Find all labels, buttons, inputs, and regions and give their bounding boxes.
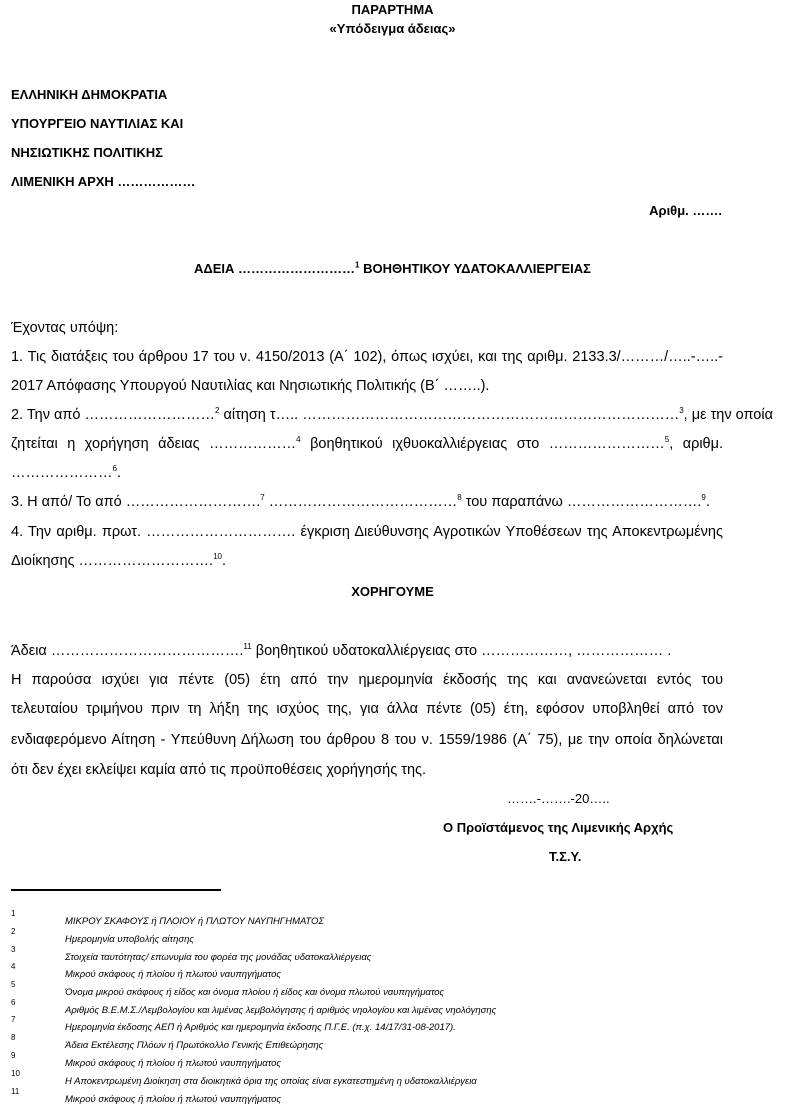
grant-heading: ΧΟΡΗΓΟΥΜΕ xyxy=(351,584,434,599)
footnote-text: Στοιχεία ταυτότητας/ επωνυμία του φορέα της μονάδας υδατοκαλλιέργειας xyxy=(65,952,372,963)
footnote-text: Ημερομηνία υποβολής αίτησης xyxy=(65,934,194,945)
footnote-number: 5 xyxy=(11,980,16,989)
authority-line-3: ΝΗΣΙΩΤΙΚΗΣ ΠΟΛΙΤΙΚΗΣ xyxy=(11,145,163,160)
footnote-text: Μικρού σκάφους ή πλοίου ή πλωτού ναυπηγήματος xyxy=(65,1094,282,1105)
footnote-number: 4 xyxy=(11,962,16,971)
validity-line-4: ότι δεν έχει εκλείψει καμία από τις προϋποθέσεις χορήγησής της. xyxy=(11,762,427,778)
footnote-number: 1 xyxy=(11,909,16,918)
item-2-line-1: 2. Την από ………………………$^2$ αίτηση τ….. ……………………………………………………………………$^3$, με την οποία xyxy=(11,406,773,423)
footnote-text: ΜΙΚΡΟΥ ΣΚΑΦΟΥΣ ή ΠΛΟΙΟΥ ή ΠΛΩΤΟΥ ΝΑΥΠΗΓΗΜΑΤΟΣ xyxy=(65,916,325,927)
validity-line-2: τελευταίου τριμήνου πριν τη λήξη της ισχύος της, για άλλα πέντε (05) έτη, εφόσον υποβληθεί από τον xyxy=(11,701,723,717)
annex-subtitle: «Υπόδειγμα άδειας» xyxy=(329,21,456,36)
signatory-initials: Τ.Σ.Υ. xyxy=(549,849,582,864)
validity-line-3: ενδιαφερόμενο Αίτηση - Υπεύθυνη Δήλωση του άρθρου 8 του ν. 1559/1986 (Α΄ 75), με την οποία δηλώνεται xyxy=(11,732,723,748)
footnote-text: Αριθμός Β.Ε.Μ.Σ./Λεμβολογίου και λιμένας λεμβολόγησης ή αριθμός νηολογίου και λιμένας νηολόγησης xyxy=(65,1005,497,1016)
footnote-number: 7 xyxy=(11,1015,16,1024)
footnote-text: Μικρού σκάφους ή πλοίου ή πλωτού ναυπηγήματος xyxy=(65,1058,282,1069)
item-1-line-1: 1. Τις διατάξεις του άρθρου 17 του ν. 4150/2013 (Α΄ 102), όπως ισχύει, και της αριθμ. 2133.3/………/…..-…..- xyxy=(11,349,723,365)
item-4-line-1: 4. Την αριθμ. πρωτ. …………………………. έγκριση Διεύθυνσης Αγροτικών Υποθέσεων της Αποκεντρωμένης xyxy=(11,524,723,540)
date-line: …….-…….-20….. xyxy=(507,791,610,806)
signatory-title: Ο Προϊστάμενος της Λιμενικής Αρχής xyxy=(443,820,674,835)
validity-line-1: Η παρούσα ισχύει για πέντε (05) έτη από την ημερομηνία έκδοσής της και ανανεώνεται εντός του xyxy=(11,672,723,688)
footnote-text: Η Αποκεντρωμένη Διοίκηση στα διοικητικά όρια της οποίας είναι εγκατεστημένη η υδατοκαλλιέργεια xyxy=(65,1076,477,1087)
authority-line-4: ΛΙΜΕΝΙΚΗ ΑΡΧΗ ……………… xyxy=(11,174,196,189)
footnote-ref-1: 1 xyxy=(355,260,360,270)
footnote-number: 6 xyxy=(11,998,16,1007)
item-1-line-2: 2017 Απόφασης Υπουργού Ναυτιλίας και Νησιωτικής Πολιτικής (Β΄ ……..). xyxy=(11,378,490,394)
footnote-number: 2 xyxy=(11,927,16,936)
considering-label: Έχοντας υπόψη: xyxy=(11,320,119,336)
annex-title: ΠΑΡΑΡΤΗΜΑ xyxy=(351,2,434,17)
footnote-text: Ημερομηνία έκδοσης ΑΕΠ ή Αριθμός και ημερομηνία έκδοσης Π.Γ.Ε. (π.χ. 14/17/31-08-2017). xyxy=(65,1022,456,1033)
authority-line-2: ΥΠΟΥΡΓΕΙΟ ΝΑΥΤΙΛΙΑΣ ΚΑΙ xyxy=(11,116,184,131)
footnote-number: 8 xyxy=(11,1033,16,1042)
footnote-number: 9 xyxy=(11,1051,16,1060)
item-2-line-3: …………………$^6$. xyxy=(11,464,121,481)
footnote-text: Άδεια Εκτέλεσης Πλόων ή Πρωτόκολλο Γενικής Επιθεώρησης xyxy=(65,1040,324,1051)
authority-line-1: ΕΛΛΗΝΙΚΗ ΔΗΜΟΚΡΑΤΙΑ xyxy=(11,87,168,102)
footnote-number: 10 xyxy=(11,1069,20,1078)
footnote-text: Μικρού σκάφους ή πλοίου ή πλωτού ναυπηγήματος xyxy=(65,969,282,980)
reference-number: Αριθμ. ……. xyxy=(649,203,722,218)
license-title: ΑΔΕΙΑ ………………………$^1$ ΒΟΗΘΗΤΙΚΟΥ ΥΔΑΤΟΚΑΛΛΙΕΡΓΕΙΑΣ xyxy=(194,260,591,276)
footnote-number: 11 xyxy=(11,1087,20,1096)
item-3-line: 3. Η από/ Το από ……………………….$^7$ …………………………………$^8$ του παραπάνω ……………………….$^9$. xyxy=(11,493,710,510)
item-2-line-2: ζητείται η χορήγηση άδειας ………………$^4$ βοηθητικού ιχθυοκαλλιέργειας στο ……………………$^5$, αριθμ. xyxy=(11,435,723,452)
footnote-separator xyxy=(11,889,221,891)
item-4-line-2: Διοίκησης ……………………….$^{10}$. xyxy=(11,552,227,569)
footnote-number: 3 xyxy=(11,945,16,954)
grant-line-1: Άδεια ………………………………….$^{11}$ βοηθητικού υδατοκαλλιέργειας στο ………………, ……………… . xyxy=(11,642,672,659)
footnote-text: Όνομα μικρού σκάφους ή είδος και όνομα πλοίου ή είδος και όνομα πλωτού ναυπηγήματος xyxy=(65,987,445,998)
